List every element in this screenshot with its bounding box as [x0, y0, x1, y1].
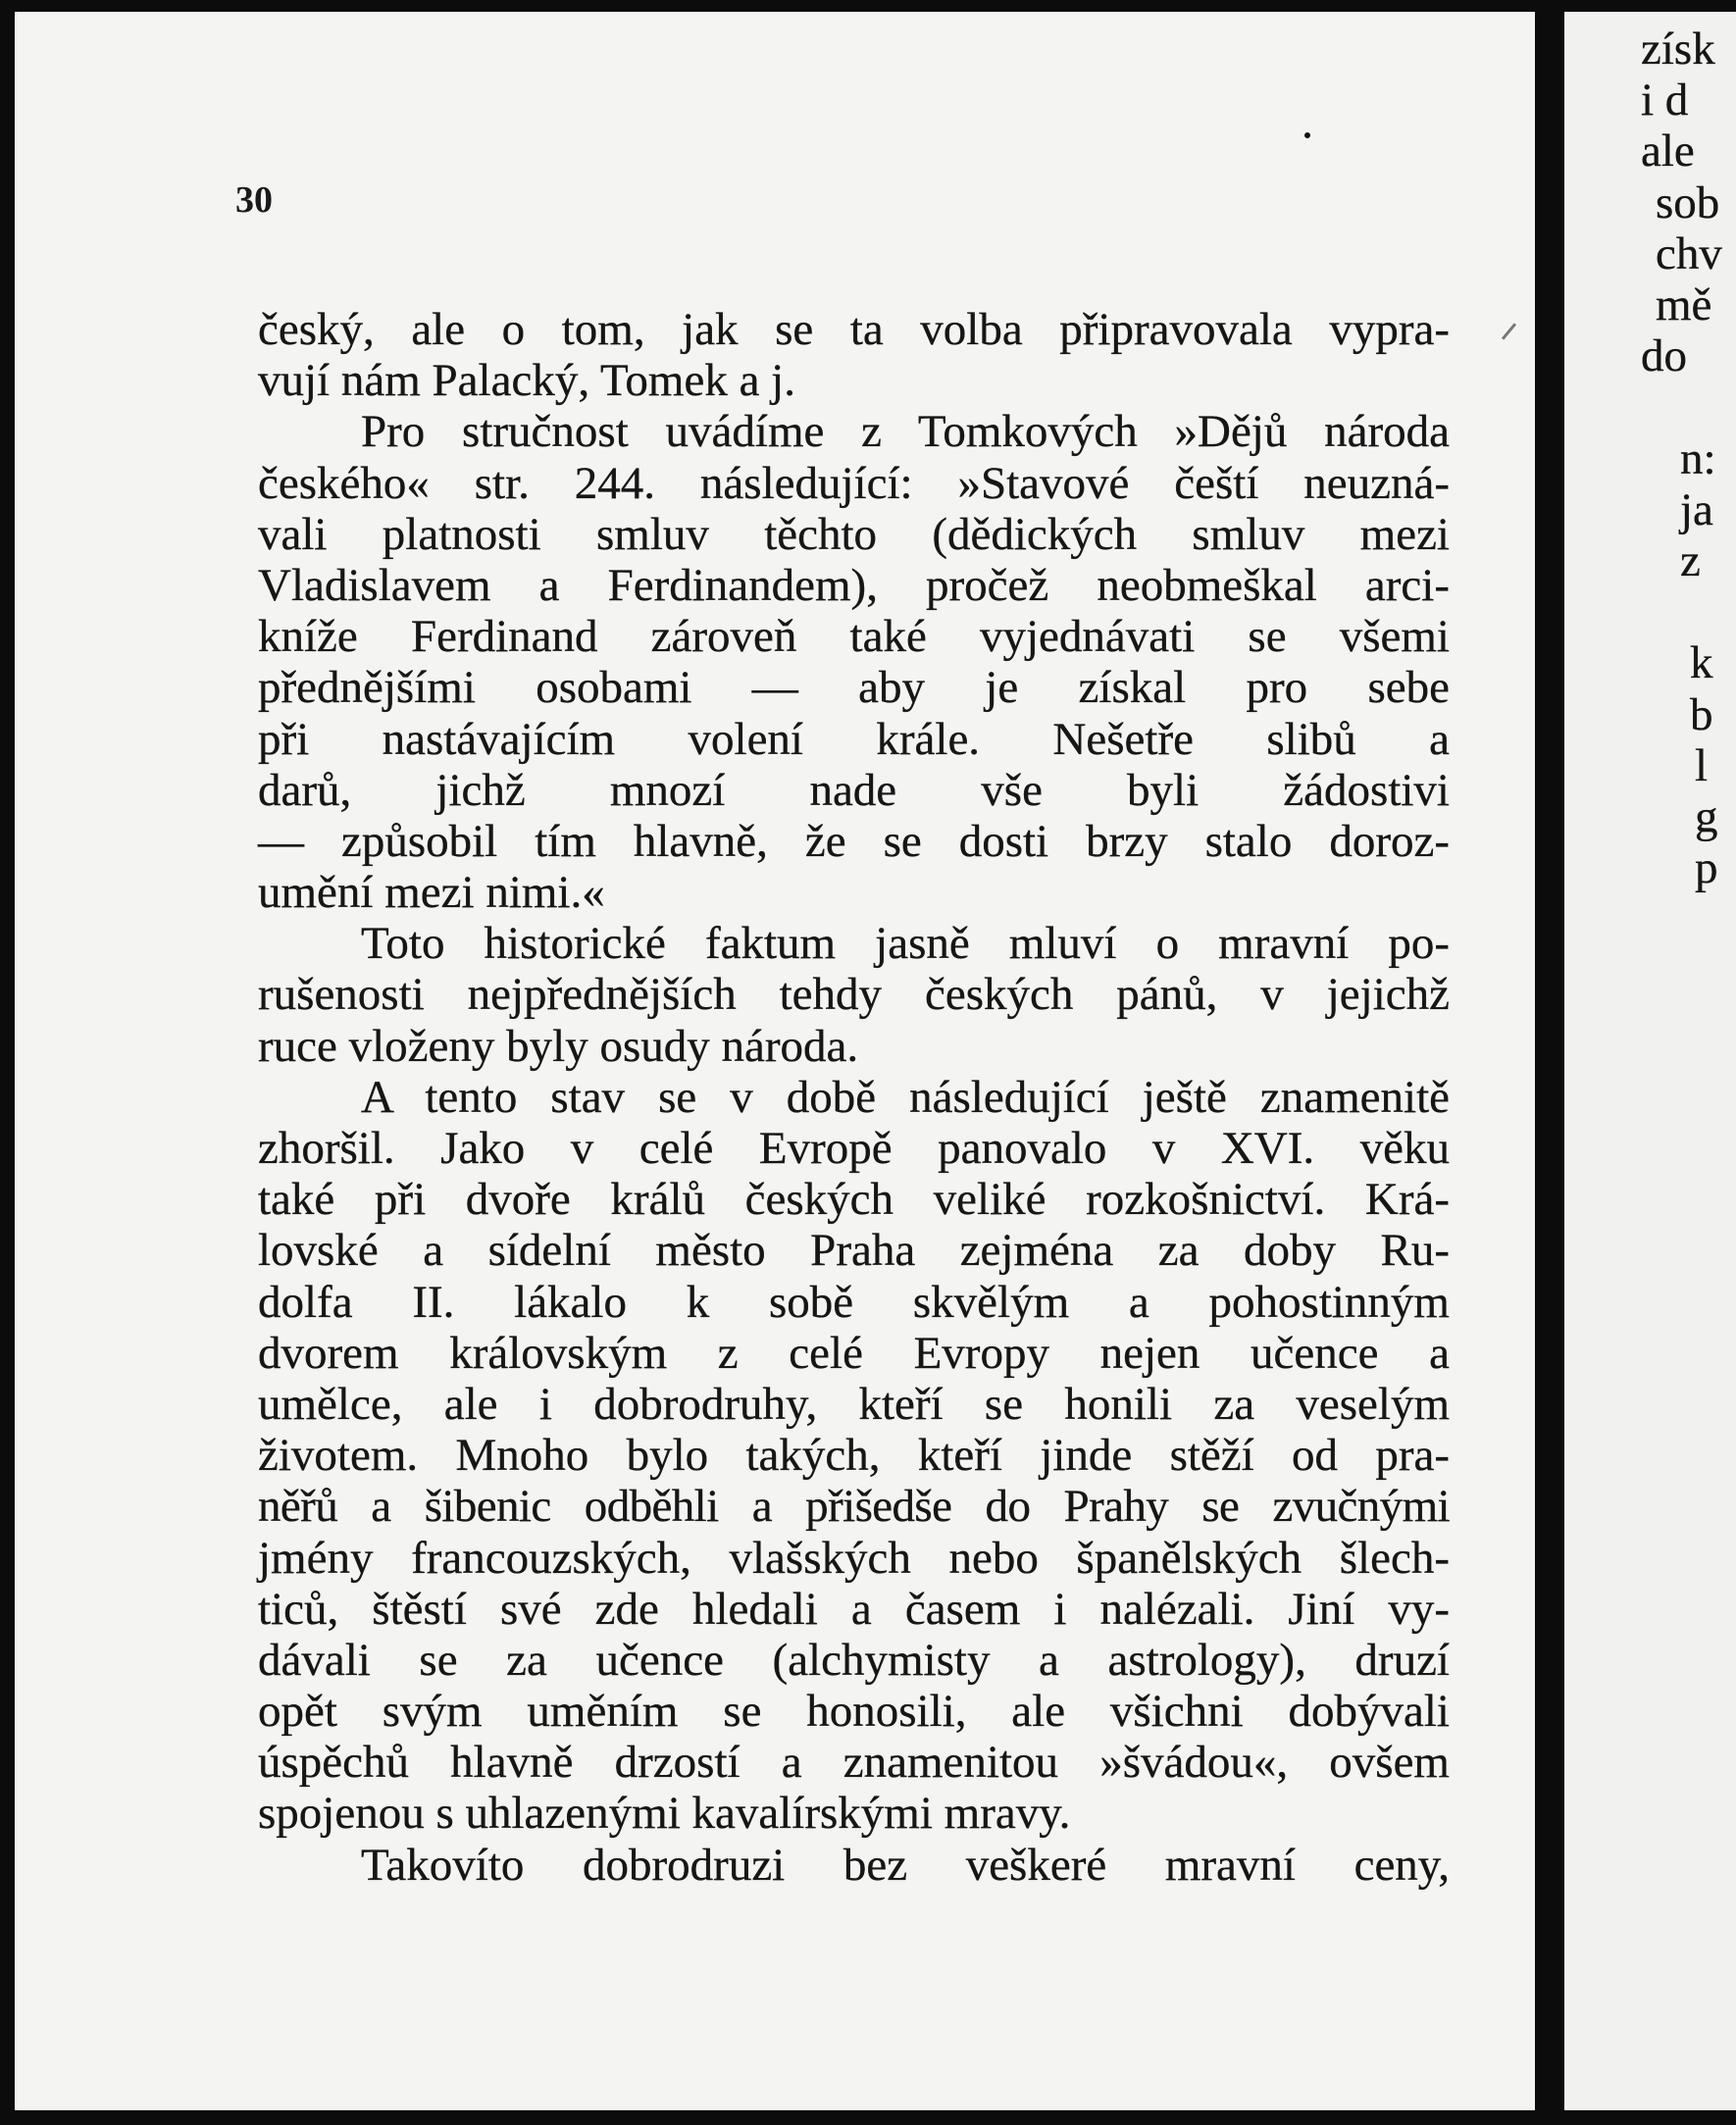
text-line: při nastávajícím volení krále. Nešetře slibů a [258, 713, 1450, 765]
text-line: dávali se za učence (alchymisty a astrology), druzí [258, 1634, 1450, 1686]
text-line: českého« str. 244. následující: »Stavové čeští neuzná- [258, 457, 1450, 509]
text-line: něřů a šibenic odběhli a přišedše do Prahy se zvučnými [258, 1481, 1450, 1533]
adjacent-page-fragment: sob [1656, 177, 1720, 228]
adjacent-page-fragment: mě [1656, 279, 1712, 330]
text-line: — způsobil tím hlavně, že se dosti brzy stalo doroz- [258, 815, 1450, 867]
adjacent-page-fragment: získ [1641, 24, 1715, 75]
text-line: A tento stav se v době následující ještě znamenitě [361, 1071, 1450, 1123]
adjacent-page [1564, 12, 1736, 2110]
text-line: také při dvoře králů českých veliké rozkošnictví. Krá- [258, 1174, 1450, 1226]
text-line: ruce vloženy byly osudy národa. [258, 1020, 859, 1072]
body-text [258, 304, 1450, 1891]
adjacent-page-fragment: b [1690, 688, 1713, 740]
text-line: Toto historické faktum jasně mluví o mravní po- [361, 918, 1450, 970]
adjacent-page-fragment: p [1695, 842, 1718, 894]
text-line: opět svým uměním se honosili, ale všichni dobývali [258, 1686, 1450, 1738]
text-line: vali platnosti smluv těchto (dědických smluv mezi [258, 508, 1450, 560]
text-line: životem. Mnoho bylo takých, kteří jinde stěží od pra- [258, 1430, 1450, 1482]
text-line: český, ale o tom, jak se ta volba připravovala vypra- [258, 304, 1450, 355]
adjacent-page-fragment: k [1690, 637, 1713, 689]
text-line: umění mezi nimi.« [258, 867, 605, 919]
text-line: Vladislavem a Ferdinandem), pročež neobmeškal arci- [258, 559, 1450, 611]
adjacent-page-fragment: g [1695, 791, 1718, 842]
adjacent-page-fragment: i d [1641, 75, 1689, 126]
text-line: darů, jichž mnozí nade vše byli žádostivi [258, 764, 1450, 816]
text-line: Takovíto dobrodruzi bez veškeré mravní ceny, [361, 1839, 1450, 1891]
adjacent-page-fragment: do [1641, 330, 1687, 382]
text-line: úspěchů hlavně drzostí a znamenitou »švádou«, ovšem [258, 1737, 1450, 1789]
adjacent-page-fragment: l [1695, 739, 1709, 791]
text-line: spojenou s uhlazenými kavalírskými mravy. [258, 1788, 1071, 1840]
adjacent-page-fragment: ja [1680, 483, 1713, 535]
adjacent-page-fragment: z [1680, 535, 1701, 586]
text-line: dvorem královským z celé Evropy nejen učence a [258, 1327, 1450, 1379]
text-line: umělce, ale i dobrodruhy, kteří se honili za veselým [258, 1378, 1450, 1430]
ink-stroke [1502, 323, 1516, 339]
text-line: rušenosti nejpřednějších tehdy českých pánů, v jejichž [258, 969, 1450, 1021]
page-number: 30 [235, 179, 273, 221]
adjacent-page-fragment: n: [1680, 432, 1716, 484]
text-line: jmény francouzských, vlašských nebo španělských šlech- [258, 1532, 1450, 1584]
text-line: vují nám Palacký, Tomek a j. [258, 355, 795, 407]
text-line: ticů, štěstí své zde hledali a časem i nalézali. Jiní vy- [258, 1583, 1450, 1635]
text-line: kníže Ferdinand zároveň také vyjednávati se všemi [258, 611, 1450, 663]
text-line: přednějšími osobami — aby je získal pro sebe [258, 662, 1450, 714]
text-line: Pro stručnost uvádíme z Tomkových »Dějů národa [361, 406, 1450, 458]
text-line: dolfa II. lákalo k sobě skvělým a pohostinným [258, 1276, 1450, 1328]
text-line: lovské a sídelní město Praha zejména za doby Ru- [258, 1225, 1450, 1277]
book-page [15, 12, 1559, 2110]
adjacent-page-fragment: chv [1656, 228, 1722, 279]
book-gutter [1535, 0, 1564, 2125]
adjacent-page-fragment: ale [1641, 126, 1695, 177]
text-line: zhoršil. Jako v celé Evropě panovalo v XVI. věku [258, 1123, 1450, 1174]
ink-speck [1304, 132, 1310, 138]
